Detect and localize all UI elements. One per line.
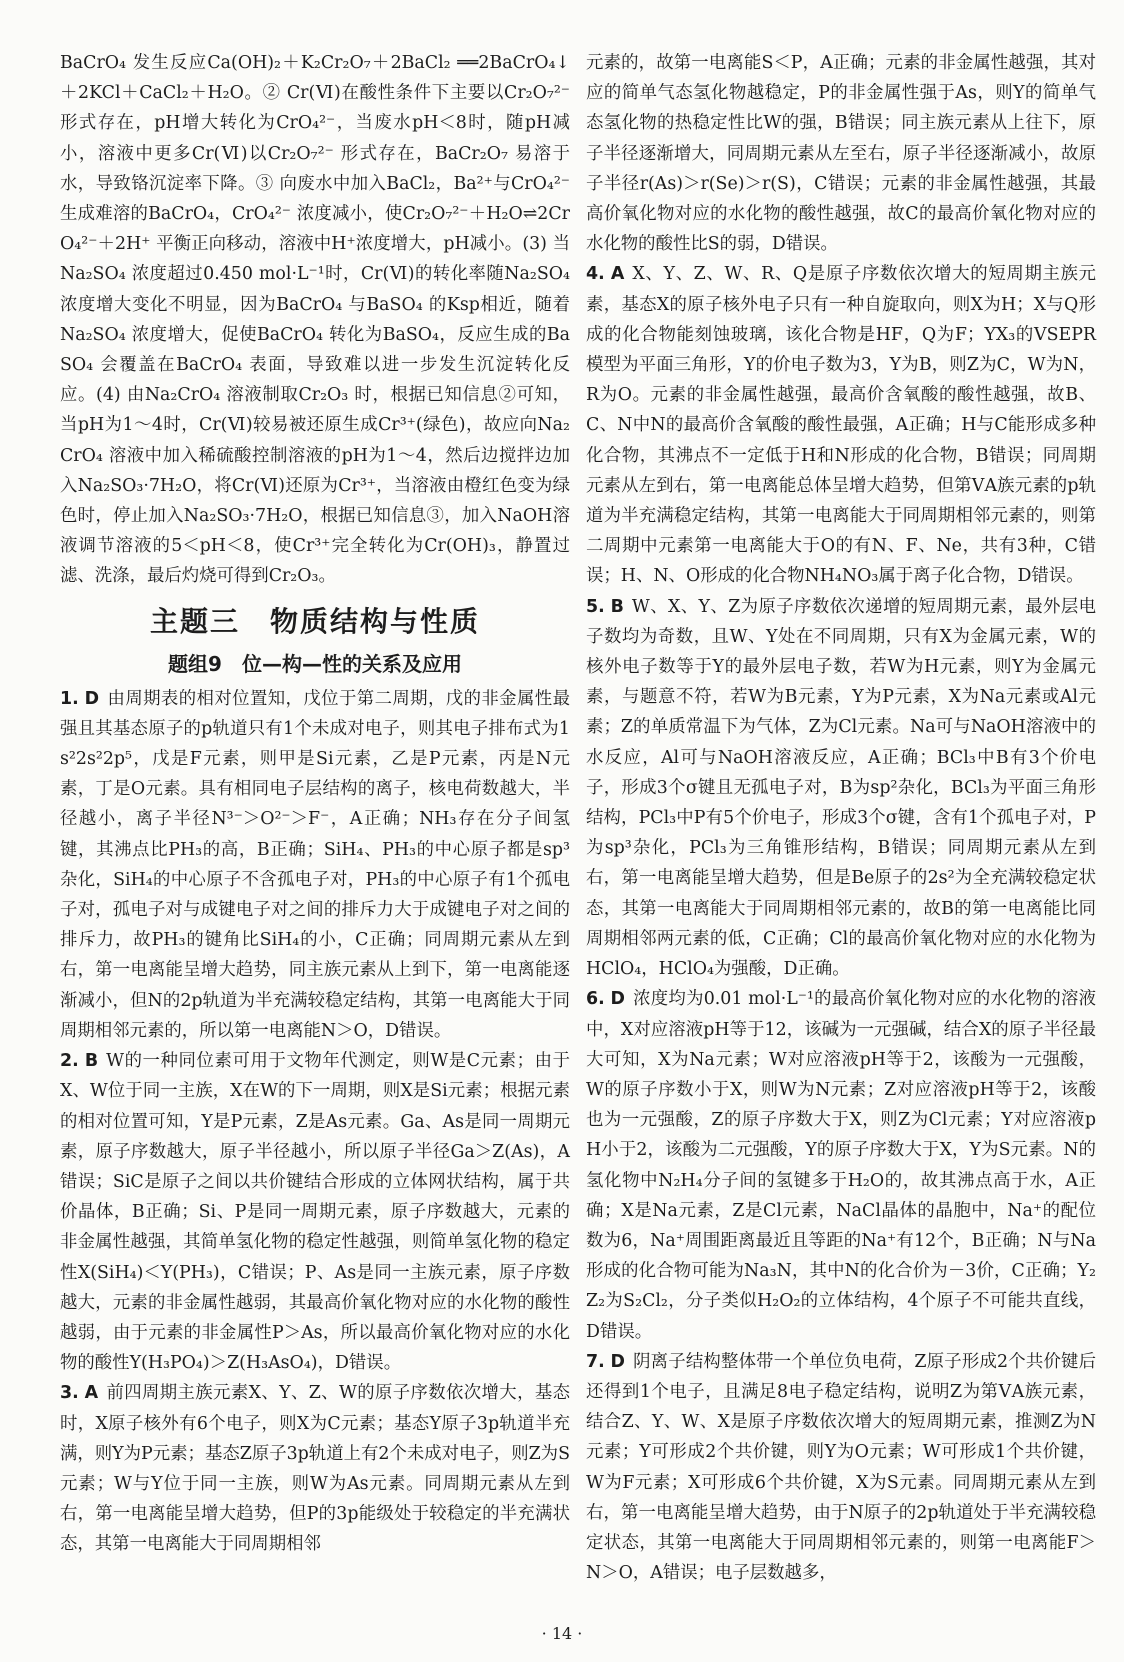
- question-number: 6.: [586, 989, 605, 1010]
- left-column: [60, 48, 570, 1560]
- answer-explanation: W、X、Y、Z为原子序数依次递增的短周期元素，最外层电子数均为奇数，且W、Y处在不同周期，只有X为金属元素，W的核外电子数等于Y的最外层电子数，若W为H元素，则Y为金属元素，与题意不符，若W为B元素，Y为P元素，X为Na元素或Al元素；Z的单质常温下为气体，Z为Cl元素。Na可与NaOH溶液中的水反应，Al可与NaOH溶液反应，A正确；BCl₃中B有3个价电子，形成3个σ键且无孤电子对，B为sp²杂化，BCl₃为平面三角形结构，PCl₃中P有5个价电子，形成3个σ键，含有1个孤电子对，P为sp³杂化，PCl₃为三角锥形结构，B错误；同周期元素从左到右，第一电离能呈增大趋势，但是Be原子的2s²为全充满较稳定状态，其第一电离能大于同周期相邻元素的，故B的第一电离能比同周期相邻两元素的低，C正确；Cl的最高价氧化物对应的水化物为HClO₄，HClO₄为强酸，D正确。: [586, 596, 1097, 980]
- answer-explanation: 浓度均为0.01 mol·L⁻¹的最高价氧化物对应的水化物的溶液中，X对应溶液pH等于12，该碱为一元强碱，结合X的原子半径最大可知，X为Na元素；W对应溶液pH等于2，该酸为一元强酸，W的原子序数小于X，则W为N元素；Z对应溶液pH等于2，该酸也为一元强酸，Z的原子序数大于X，则Z为Cl元素；Y对应溶液pH小于2，该酸为二元强酸，Y的原子序数大于X，Y为S元素。N的氢化物中N₂H₄分子间的氢键多于H₂O的，故其沸点高于水，A正确；X是Na元素，Z是Cl元素，NaCl晶体的晶胞中，Na⁺的配位数为6，Na⁺周围距离最近且等距的Na⁺有12个，B正确；N与Na形成的化合物可能为Na₃N，其中N的化合价为－3价，C正确；Y₂Z₂为S₂Cl₂，分子类似H₂O₂的立体结构，4个原子不可能共直线，D错误。: [586, 989, 1096, 1342]
- question-number: 2.: [60, 1051, 79, 1072]
- answer-letter: D: [610, 1351, 625, 1372]
- answer-explanation: W的一种同位素可用于文物年代测定，则W是C元素；由于X、W位于同一主族，X在W的下一周期，则X是Si元素；根据元素的相对位置可知，Y是P元素，Z是As元素。Ga、As是同一周期元素，原子序数越大，原子半径越小，所以原子半径Ga＞Z(As)，A错误；SiC是原子之间以共价键结合形成的立体网状结构，属于共价晶体，B正确；Si、P是同一周期元素，原子序数越大，元素的非金属性越强，其简单氢化物的稳定性越强，则简单氢化物的稳定性X(SiH₄)＜Y(PH₃)，C错误；P、As是同一主族元素，原子序数越大，元素的非金属性越弱，其最高价氧化物对应的水化物的酸性越弱，由于元素的非金属性P＞As，所以最高价氧化物对应的水化物的酸性Y(H₃PO₄)＞Z(H₃AsO₄)，D错误。: [60, 1051, 570, 1374]
- question-group-heading: 题组9 位—构—性的关系及应用: [168, 651, 462, 676]
- question-number: 3.: [60, 1383, 79, 1404]
- answer-letter: D: [84, 688, 100, 709]
- continued-answer-paragraph: BaCrO₄ 发生反应Ca(OH)₂＋K₂Cr₂O₇＋2BaCl₂ ══2BaCrO₄↓＋2KCl＋CaCl₂＋H₂O。② Cr(Ⅵ)在酸性条件下主要以Cr₂O₇²⁻ 形式存在，pH增大转化为CrO₄²⁻，当废水pH＜8时，随pH减小，溶液中更多Cr(Ⅵ)以Cr₂O₇²⁻ 形式存在，BaCr₂O₇ 易溶于水，导致铬沉淀率下降。③ 向废水中加入BaCl₂，Ba²⁺与CrO₄²⁻ 生成难溶的BaCrO₄，CrO₄²⁻ 浓度减小，使Cr₂O₇²⁻＋H₂O⇌2CrO₄²⁻＋2H⁺ 平衡正向移动，溶液中H⁺浓度增大，pH减小。(3) 当Na₂SO₄ 浓度超过0.450 mol·L⁻¹时，Cr(Ⅵ)的转化率随Na₂SO₄ 浓度增大变化不明显，因为BaCrO₄ 与BaSO₄ 的Ksp相近，随着Na₂SO₄ 浓度增大，促使BaCrO₄ 转化为BaSO₄，反应生成的BaSO₄ 会覆盖在BaCrO₄ 表面，导致难以进一步发生沉淀转化反应。(4) 由Na₂CrO₄ 溶液制取Cr₂O₃ 时，根据已知信息②可知，当pH为1～4时，Cr(Ⅵ)较易被还原生成Cr³⁺(绿色)，故应向Na₂CrO₄ 溶液中加入稀硫酸控制溶液的pH为1～4，然后边搅拌边加入Na₂SO₃·7H₂O，将Cr(Ⅵ)还原为Cr³⁺，当溶液由橙红色变为绿色时，停止加入Na₂SO₃·7H₂O，根据已知信息③，加入NaOH溶液调节溶液的5＜pH＜8，使Cr³⁺完全转化为Cr(OH)₃，静置过滤、洗涤，最后灼烧可得到Cr₂O₃。: [60, 53, 570, 587]
- question-number: 5.: [586, 596, 605, 617]
- topic-heading: 主题三 物质结构与性质: [149, 604, 480, 638]
- answer-item-6: [586, 984, 1096, 1346]
- answer-item-3: [60, 1378, 570, 1559]
- answer-item-5: [586, 592, 1096, 985]
- question-number: 4.: [586, 264, 605, 285]
- answer-item-2: [60, 1046, 570, 1378]
- answer-item-7: [586, 1347, 1096, 1589]
- answer-item-1: [60, 684, 570, 1046]
- answer-letter: B: [610, 596, 624, 617]
- answer-letter: A: [84, 1383, 99, 1404]
- answer-letter: A: [610, 264, 625, 285]
- page-number: · 14 ·: [541, 1624, 583, 1643]
- answer-explanation: 前四周期主族元素X、Y、Z、W的原子序数依次增大，基态时，X原子核外有6个电子，则X为C元素；基态Y原子3p轨道半充满，则Y为P元素；基态Z原子3p轨道上有2个未成对电子，则Z为S元素；W与Y位于同一主族，则W为As元素。同周期元素从左到右，第一电离能呈增大趋势，但P的3p能级处于较稳定的半充满状态，其第一电离能大于同周期相邻: [60, 1383, 570, 1555]
- right-column: [586, 48, 1096, 1588]
- answer-explanation: 由周期表的相对位置知，戊位于第二周期，戊的非金属性最强且其基态原子的p轨道只有1个未成对电子，则其电子排布式为1s²2s²2p⁵，戊是F元素，则甲是Si元素，乙是P元素，丙是N元素，丁是O元素。具有相同电子层结构的离子，核电荷数越大，半径越小，离子半径N³⁻＞O²⁻＞F⁻，A正确；NH₃存在分子间氢键，其沸点比PH₃的高，B正确；SiH₄、PH₃的中心原子都是sp³杂化，SiH₄的中心原子不含孤电子对，PH₃的中心原子有1个孤电子对，孤电子对与成键电子对之间的排斥力大于成键电子对之间的排斥力，故PH₃的键角比SiH₄的小，C正确；同周期元素从左到右，第一电离能呈增大趋势，同主族元素从上到下，第一电离能逐渐减小，但N的2p轨道为半充满较稳定结构，其第一电离能大于同周期相邻元素的，所以第一电离能N＞O，D错误。: [60, 688, 570, 1041]
- question-number: 7.: [586, 1351, 605, 1372]
- answer-letter: D: [610, 989, 625, 1010]
- answer-explanation: X、Y、Z、W、R、Q是原子序数依次增大的短周期主族元素，基态X的原子核外电子只有一种自旋取向，则X为H；X与Q形成的化合物能刻蚀玻璃，该化合物是HF，Q为F；YX₃的VSEPR模型为平面三角形，Y的价电子数为3，Y为B，则Z为C，W为N，R为O。元素的非金属性越强，最高价含氧酸的酸性越强，故B、C、N中N的最高价含氧酸的酸性最强，A正确；H与C能形成多种化合物，其沸点不一定低于H和N形成的化合物，B错误；同周期元素从左到右，第一电离能总体呈增大趋势，但第ⅤA族元素的p轨道为半充满稳定结构，其第一电离能大于同周期相邻元素的，则第二周期中元素第一电离能大于O的有N、F、Ne，共有3种，C错误；H、N、O形成的化合物NH₄NO₃属于离子化合物，D错误。: [586, 264, 1096, 587]
- continued-answer-paragraph: 元素的，故第一电离能S＜P，A正确；元素的非金属性越强，其对应的简单气态氢化物越稳定，P的非金属性强于As，则Y的简单气态氢化物的热稳定性比W的强，B错误；同主族元素从上往下，原子半径逐渐增大，同周期元素从左至右，原子半径逐渐减小，故原子半径r(As)＞r(Se)＞r(S)，C错误；元素的非金属性越强，其最高价氧化物对应的水化物的酸性越强，故C的最高价氧化物对应的水化物的酸性比S的弱，D错误。: [586, 53, 1096, 255]
- answer-explanation: 阴离子结构整体带一个单位负电荷，Z原子形成2个共价键后还得到1个电子，且满足8电子稳定结构，说明Z为第ⅤA族元素，结合Z、Y、W、X是原子序数依次增大的短周期元素，推测Z为N元素；Y可形成2个共价键，则Y为O元素；W可形成1个共价键，W为F元素；X可形成6个共价键，X为S元素。同周期元素从左到右，第一电离能呈增大趋势，由于N原子的2p轨道处于半充满较稳定状态，其第一电离能大于同周期相邻元素的，则第一电离能F＞N＞O，A错误；电子层数越多，: [586, 1351, 1097, 1584]
- answer-letter: B: [84, 1051, 99, 1072]
- answer-item-4: [586, 259, 1096, 591]
- question-number: 1.: [60, 688, 79, 709]
